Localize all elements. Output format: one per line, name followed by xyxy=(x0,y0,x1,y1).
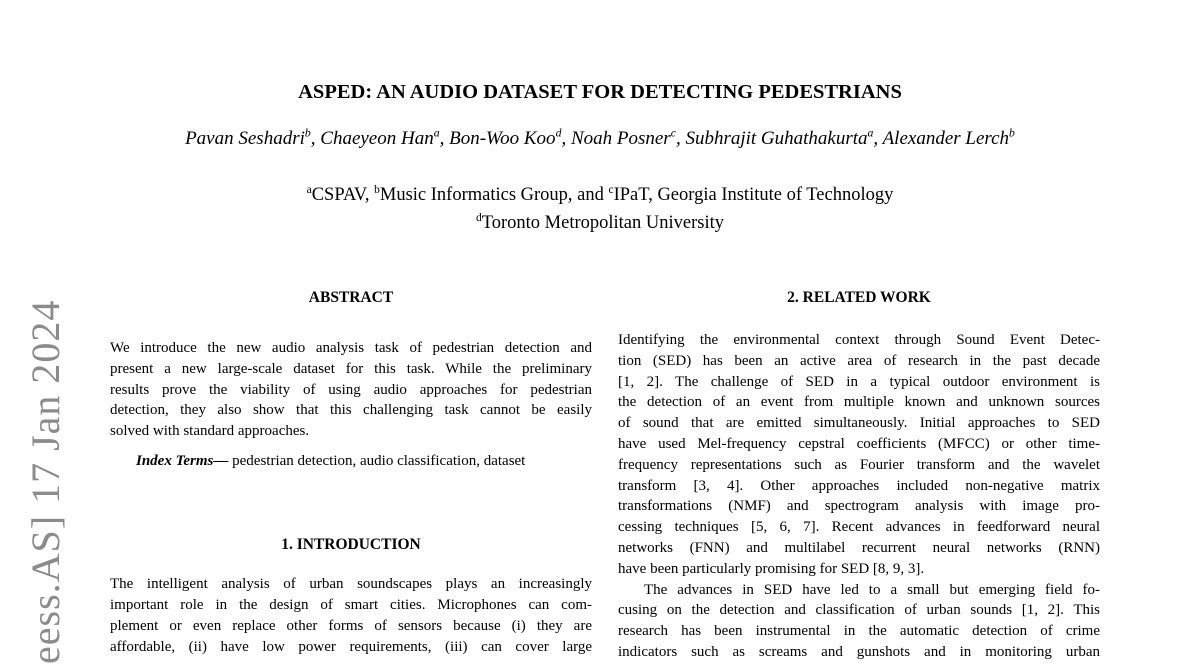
text-line: transformations (NMF) and spectrogram analysis with image pro- xyxy=(618,498,1100,515)
affiliation-line-2: $^d$Toronto Metropolitan University xyxy=(476,211,724,233)
text-line: affordable, (ii) have low power requirements, (iii) can cover large xyxy=(110,638,592,655)
right-column xyxy=(618,288,1100,663)
text-line: present a new large-scale dataset for this task. While the preliminary xyxy=(110,360,592,377)
index-terms-text: pedestrian detection, audio classification, dataset xyxy=(228,453,526,470)
text-line: of sound that are emitted simultaneously. Initial approaches to SED xyxy=(618,415,1100,432)
superscript: d xyxy=(555,126,562,140)
authors-line: Pavan Seshadri$^b$, Chaeyeon Han$^a$, Bon-Woo Koo$^d$, Noah Posner$^c$, Subhrajit Guhathakurta$^a$, Alexander Lerch$^b$ xyxy=(185,126,1015,149)
text-line: Identifying the environmental context through Sound Event Detec- xyxy=(618,332,1100,348)
introduction-heading: 1. INTRODUCTION xyxy=(281,536,421,554)
superscript: c xyxy=(608,183,614,196)
superscript: b xyxy=(304,126,311,140)
text-line: detection, they also show that this challenging task cannot be easily xyxy=(110,402,592,419)
abstract-heading: ABSTRACT xyxy=(308,289,394,306)
superscript: d xyxy=(476,211,482,224)
text-line: plement or even replace other forms of sensors because (i) they are xyxy=(110,617,592,634)
left-column xyxy=(110,288,592,657)
text-line: The advances in SED have led to a small but emerging field fo- xyxy=(644,581,1100,598)
related-work-paragraph-2 xyxy=(618,580,1100,663)
superscript: b xyxy=(374,183,380,196)
affiliation-line-1: $^a$CSPAV, $^b$Music Informatics Group, and $^c$IPaT, Georgia Institute of Technology xyxy=(306,183,894,205)
text-line: frequency representations such as Fourier transform and the wavelet xyxy=(618,456,1100,473)
text-line: transform [3, 4]. Other approaches included non-negative matrix xyxy=(618,477,1100,494)
related-work-paragraph-1 xyxy=(618,330,1100,580)
superscript: c xyxy=(670,126,676,140)
text-line: solved with standard approaches. xyxy=(110,423,310,440)
text-line: tion (SED) has been an active area of research in the past decade xyxy=(618,352,1100,369)
superscript: a xyxy=(867,126,874,140)
abstract-paragraph xyxy=(110,338,592,442)
paper-title: ASPED: AN AUDIO DATASET FOR DETECTING PEDESTRIANS xyxy=(298,81,902,103)
text-line: the detection of an event from multiple known and unknown sources xyxy=(618,394,1100,411)
affiliations xyxy=(0,182,1200,237)
text-line: important role in the design of smart cities. Microphones can com- xyxy=(110,597,592,614)
text-line: We introduce the new audio analysis task of pedestrian detection and xyxy=(110,340,592,356)
text-line: cessing techniques [5, 6, 7]. Recent advances in feedforward neural xyxy=(618,519,1100,536)
text-line: cusing on the detection and classification of urban sounds [1, 2]. This xyxy=(618,602,1100,619)
text-line: [1, 2]. The challenge of SED in a typical outdoor environment is xyxy=(618,373,1100,390)
index-terms-label: Index Terms— xyxy=(136,453,229,470)
related-work-heading: 2. RELATED WORK xyxy=(787,289,931,306)
introduction-paragraph xyxy=(110,574,592,657)
text-line: research has been instrumental in the automatic detection of crime xyxy=(618,623,1100,640)
arxiv-watermark: eess.AS] 17 Jan 2024 xyxy=(23,299,68,664)
text-line: have been particularly promising for SED [8, 9, 3]. xyxy=(618,560,925,577)
text-line: The intelligent analysis of urban soundscapes plays an increasingly xyxy=(110,576,592,593)
text-line: have used Mel-frequency cepstral coefficients (MFCC) or other time- xyxy=(618,435,1100,452)
text-line: results prove the viability of using audio approaches for pedestrian xyxy=(110,381,592,398)
text-line: networks (FNN) and multilabel recurrent neural networks (RNN) xyxy=(618,539,1100,556)
superscript: a xyxy=(306,183,312,196)
superscript: b xyxy=(1009,126,1015,140)
superscript: a xyxy=(433,126,440,140)
text-line: indicators such as screams and gunshots and in monitoring urban xyxy=(618,643,1100,660)
index-terms-line xyxy=(110,451,592,472)
